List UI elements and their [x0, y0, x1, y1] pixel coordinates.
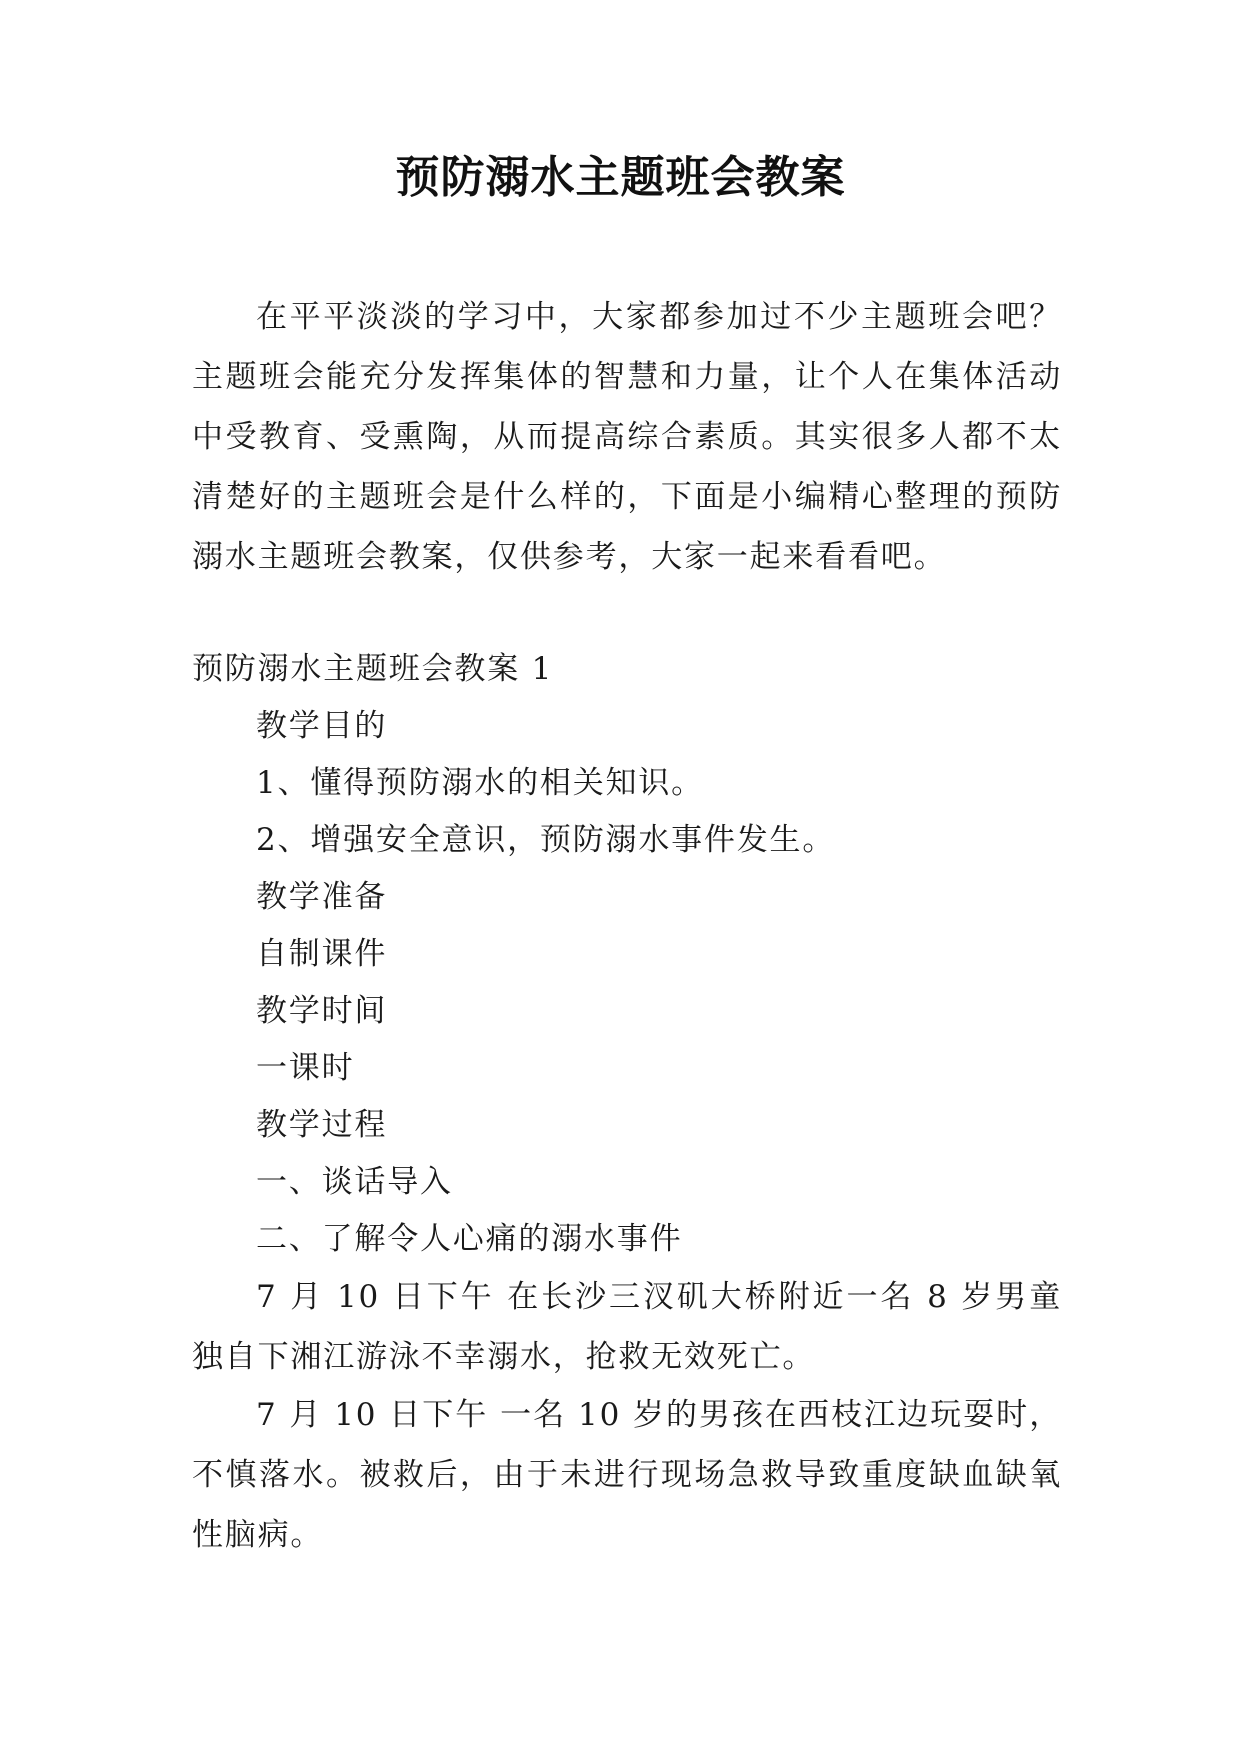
section-heading: 预防溺水主题班会教案 1 — [192, 651, 554, 687]
list-item: 2、增强安全意识，预防溺水事件发生。 — [256, 822, 836, 858]
list-item: 教学目的 — [256, 708, 388, 744]
document-title: 预防溺水主题班会教案 — [395, 152, 846, 203]
list-item: 1、懂得预防溺水的相关知识。 — [256, 765, 704, 801]
list-item: 一、谈话导入 — [256, 1164, 453, 1200]
list-item: 自制课件 — [256, 936, 388, 972]
list-item: 教学时间 — [256, 993, 388, 1029]
list-item: 一课时 — [256, 1050, 355, 1086]
list-item: 教学过程 — [256, 1107, 388, 1143]
intro-paragraph: 在平平淡淡的学习中，大家都参加过不少主题班会吧？主题班会能充分发挥集体的智慧和力量，让个人在集体活动中受教育、受熏陶，从而提高综合素质。其实很多人都不太清楚好的主题班会是什么样的，下面是小编精心整理的预防溺水主题班会教案，仅供参考，大家一起来看看吧。 — [192, 299, 1062, 575]
list-item: 教学准备 — [256, 879, 388, 915]
list-item: 二、了解令人心痛的溺水事件 — [256, 1221, 683, 1257]
event-paragraph: 7 月 10 日下午 在长沙三汊矶大桥附近一名 8 岁男童独自下湘江游泳不幸溺水，抢救无效死亡。 — [192, 1279, 1062, 1375]
event-paragraph: 7 月 10 日下午 一名 10 岁的男孩在西枝江边玩耍时，不慎落水。被救后，由于未进行现场急救导致重度缺血缺氧性脑病。 — [192, 1397, 1062, 1553]
